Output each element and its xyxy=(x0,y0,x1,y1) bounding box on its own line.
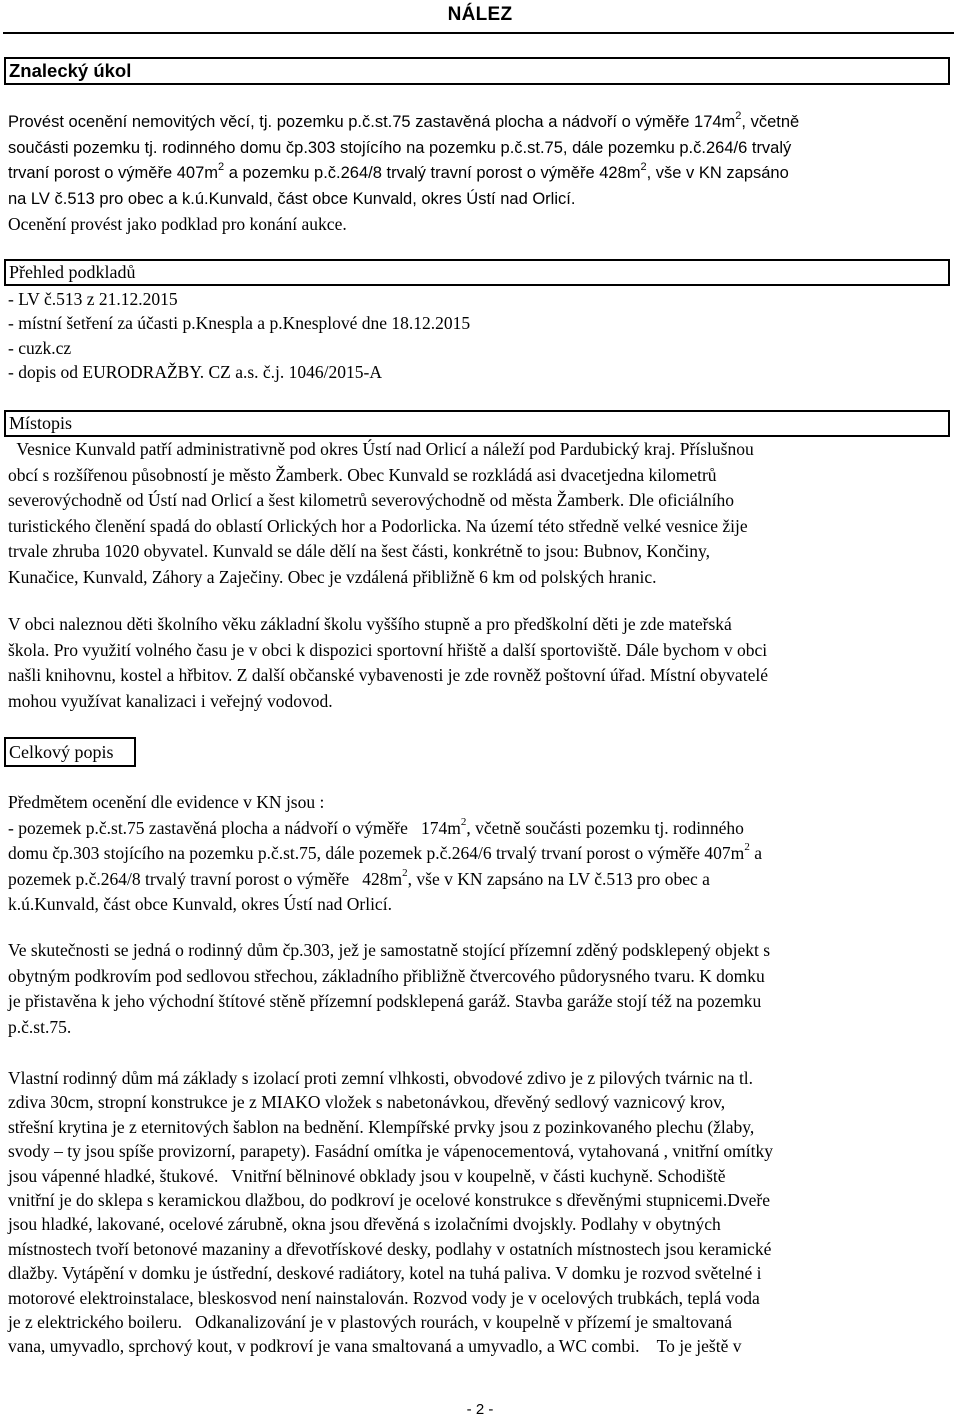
list-item: - cuzk.cz xyxy=(8,337,72,358)
page-number: - 2 - xyxy=(466,1401,494,1418)
text-line: p.č.st.75. xyxy=(8,1016,72,1037)
text-line: jsou vápenné hladké, štukové. Vnitřní bělninové obklady jsou v koupelně, v části kuchyně. Schodiště xyxy=(8,1165,726,1186)
popis-paragraph-2 xyxy=(8,938,948,1040)
section-heading-box xyxy=(4,737,136,767)
section-heading-ukol: Znalecký úkol xyxy=(9,60,132,81)
mistopis-paragraph-1 xyxy=(8,437,948,590)
text-line: součásti pozemku tj. rodinného domu čp.303 stojícího na pozemku p.č.st.75, dále pozemku p.č.264/6 trvalý xyxy=(8,138,792,157)
text-line: k.ú.Kunvald, část obce Kunvald, okres Ústí nad Orlicí. xyxy=(8,894,392,914)
text-line: Kunačice, Kunvald, Záhory a Zaječiny. Obec je vzdálená přibližně 6 km od polských hranic. xyxy=(8,566,657,587)
ukol-paragraph xyxy=(8,110,948,212)
page-title: NÁLEZ xyxy=(447,4,513,25)
text-line: na LV č.513 pro obec a k.ú.Kunvald, část obce Kunvald, okres Ústí nad Orlicí. xyxy=(8,189,576,208)
text-line: je přistavěna k jeho východní štítové stěně přízemní podsklepená garáž. Stavba garáže stojí též na pozemku xyxy=(8,991,762,1011)
text-line: dlažby. Vytápění v domku je ústřední, deskové radiátory, kotel na tuhá paliva. V domku je rozvod světelné i xyxy=(8,1263,762,1284)
text-line: Ocenění provést jako podklad pro konání aukce. xyxy=(8,214,347,234)
section-heading-mistopis: Místopis xyxy=(9,413,73,433)
text-line: zdiva 30cm, stropní konstrukce je z MIAKO vložek s nabetonávkou, dřevěný sedlový vaznicový krov, xyxy=(8,1092,726,1113)
text-line: pozemek p.č.264/8 trvalý travní porost o výměře $428m^2$, vše v KN zapsáno na LV č.513 pro obec a xyxy=(8,866,710,889)
list-item: - místní šetření za účasti p.Knespla a p.Knesplové dne 18.12.2015 xyxy=(8,313,471,334)
text-line: trvaní porost o výměře $407m^2$ a pozemku p.č.264/8 trvalý travní porost o výměře $428m^2$, vše v KN zapsáno xyxy=(8,160,789,182)
podklady-list xyxy=(8,287,948,384)
text-line: je z elektrického boileru. Odkanalizování je v plastových rourách, v koupelně v přízemí je smaltovaná xyxy=(8,1312,733,1333)
text-line: domu čp.303 stojícího na pozemku p.č.st.75, dále pozemek p.č.264/6 trvalý trvaní porost o výměře $407m^2$ a xyxy=(8,841,762,863)
list-item: - LV č.513 z 21.12.2015 xyxy=(8,289,178,309)
text-line: obytným podkrovím pod sedlovou střechou, základního přibližně čtvercového půdorysného tvaru. K domku xyxy=(8,965,765,986)
text-line: škola. Pro využití volného času je v obci k dispozici sportovní hřiště a další sportoviště. Dále bychom v obci xyxy=(8,639,768,660)
section-heading-popis: Celkový popis xyxy=(9,742,114,762)
text-line: Vlastní rodinný dům má základy s izolací proti zemní vlhkosti, obvodové zdivo je z pilových tvárnic na tl. xyxy=(8,1068,754,1088)
text-line: trvale zhruba 1020 obyvatel. Kunvald se dále dělí na šest části, konkrétně to jsou: Bubnov, Končiny, xyxy=(8,541,710,561)
text-line: motorové elektroinstalace, bleskosvod není nainstalován. Rozvod vody je v ocelových trubkách, teplá voda xyxy=(8,1287,760,1308)
text-line: V obci naleznou děti školního věku základní školu vyššího stupně a pro předškolní děti je zde mateřská xyxy=(8,614,732,634)
text-line: mohou využívat kanalizaci i veřejný vodovod. xyxy=(8,690,333,711)
title-rule xyxy=(3,32,954,34)
text-line: Ve skutečnosti se jedná o rodinný dům čp.303, jež je samostatně stojící přízemní zděný podsklepený objekt s xyxy=(8,940,771,960)
text-line: - pozemek p.č.st.75 zastavěná plocha a nádvoří o výměře $174m^2$, včetně součásti pozemku tj. rodinného xyxy=(8,815,744,838)
ukol-note xyxy=(8,212,948,238)
text-line: vnitřní je do sklepa s keramickou dlažbou, do podkroví je ocelové konstrukce s dřevěnými stupnicemi.Dveře xyxy=(8,1190,771,1211)
text-line: turistického členění spadá do oblastí Orlických hor a Podorlicka. Na území této středně velké vesnice žije xyxy=(8,515,748,536)
text-line: svody – ty jsou spíše provizorní, parapety). Fasádní omítka je vápenocementová, vytahovaná , vnitřní omítky xyxy=(8,1141,773,1162)
text-line: obcí s rozšířenou působností je město Žamberk. Obec Kunvald se rozkládá asi dvacetjedna kilometrů xyxy=(8,464,717,485)
popis-paragraph-3 xyxy=(8,1066,948,1359)
list-item: - dopis od EURODRAŽBY. CZ a.s. č.j. 1046/2015-A xyxy=(8,361,382,382)
text-line: jsou hladké, lakované, ocelové zárubně, okna jsou dřevěná s izolačními dvojskly. Podlahy v obytných xyxy=(8,1214,721,1235)
popis-paragraph-1 xyxy=(8,790,948,918)
section-heading-box xyxy=(4,410,950,437)
text-line: Předmětem ocenění dle evidence v KN jsou : xyxy=(8,792,325,812)
section-heading-podklady: Přehled podkladů xyxy=(9,262,136,282)
section-heading-box xyxy=(4,57,950,85)
mistopis-paragraph-2 xyxy=(8,612,948,714)
text-line: Provést ocenění nemovitých věcí, tj. pozemku p.č.st.75 zastavěná plocha a nádvoří o výměře $174m^2$, včetně xyxy=(8,109,800,131)
text-line: střešní krytina je z eternitových šablon na bednění. Klempířské prvky jsou z pozinkovaného plechu (žlaby, xyxy=(8,1116,755,1137)
section-heading-box xyxy=(4,259,950,286)
text-line: severovýchodně od Ústí nad Orlicí a šest kilometrů severovýchodně od města Žamberk. Dle oficiálního xyxy=(8,490,735,510)
text-line: našli knihovnu, kostel a hřbitov. Z další občanské vybavenosti je zde rovněž poštovní úřad. Místní obyvatelé xyxy=(8,665,768,685)
text-line: vana, umyvadlo, sprchový kout, v podkroví je vana smaltovaná a umyvadlo, a WC combi. To je ještě v xyxy=(8,1336,742,1357)
text-line: Vesnice Kunvald patří administrativně pod okres Ústí nad Orlicí a náleží pod Pardubický kraj. Příslušnou xyxy=(8,439,754,459)
text-line: místnostech tvoří betonové mazaniny a dřevotřískové desky, podlahy v ostatních místnostech jsou keramické xyxy=(8,1238,772,1259)
